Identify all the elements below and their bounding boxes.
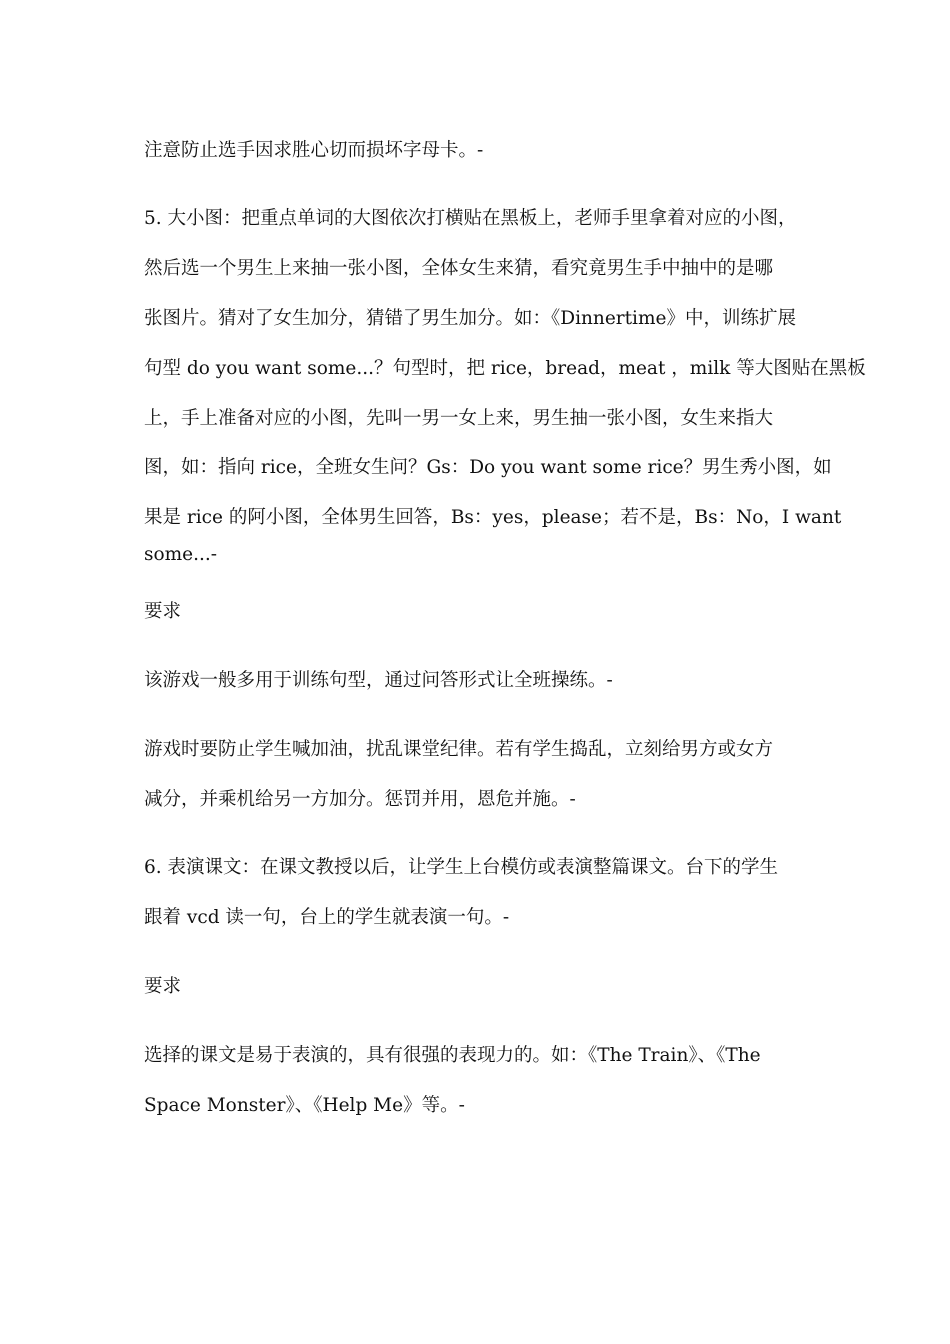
paragraph-line: 图，如：指向 rice，全班女生问？Gs：Do you want some rice？男生秀小图，如 (144, 457, 832, 478)
paragraph-line: 6. 表演课文：在课文教授以后，让学生上台模仿或表演整篇课文。台下的学生 (144, 857, 779, 878)
paragraph-line: 然后选一个男生上来抽一张小图，全体女生来猜，看究竟男生手中抽中的是哪 (144, 258, 774, 279)
paragraph-line: 上，手上准备对应的小图，先叫一男一女上来，男生抽一张小图，女生来指大 (144, 408, 774, 429)
paragraph-line: 张图片。猜对了女生加分，猜错了男生加分。如：《Dinnertime》中，训练扩展 (144, 308, 796, 329)
paragraph-line: 选择的课文是易于表演的，具有很强的表现力的。如：《The Train》、《The (144, 1045, 761, 1066)
paragraph-line: 注意防止选手因求胜心切而损坏字母卡。- (144, 140, 484, 161)
section-heading: 要求 (144, 601, 182, 622)
paragraph-line: 5. 大小图：把重点单词的大图依次打横贴在黑板上，老师手里拿着对应的小图， (144, 208, 797, 229)
paragraph-line: 减分，并乘机给另一方加分。惩罚并用，恩危并施。- (144, 789, 576, 810)
paragraph-line: some...- (144, 544, 218, 565)
paragraph-line: Space Monster》、《Help Me》等。- (144, 1095, 465, 1116)
paragraph-line: 该游戏一般多用于训练句型，通过问答形式让全班操练。- (144, 670, 613, 691)
paragraph-line: 游戏时要防止学生喊加油，扰乱课堂纪律。若有学生捣乱，立刻给男方或女方 (144, 739, 774, 760)
paragraph-line: 跟着 vcd 读一句，台上的学生就表演一句。- (144, 907, 510, 928)
paragraph-line: 句型 do you want some...？句型时，把 rice，bread，meat ，milk 等大图贴在黑板 (144, 358, 866, 379)
paragraph-line: 果是 rice 的阿小图，全体男生回答，Bs：yes，please；若不是，Bs：No，I want (144, 507, 842, 528)
section-heading: 要求 (144, 976, 182, 997)
